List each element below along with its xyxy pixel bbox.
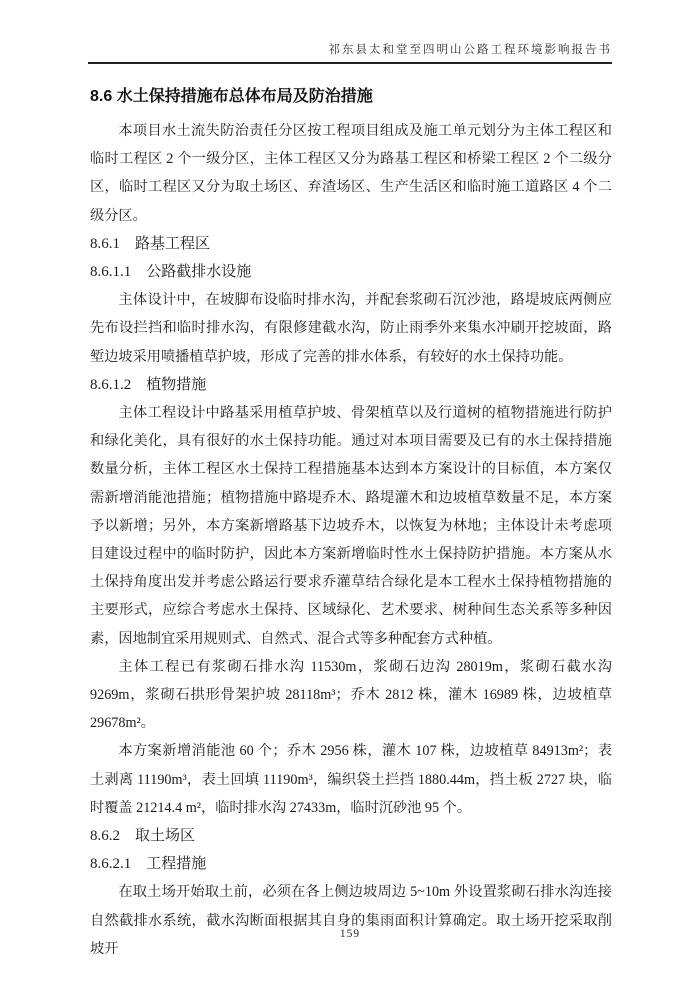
page-number: 159 [339, 928, 361, 940]
paragraph-borrow-area: 在取土场开始取土前，必须在各上侧边坡周边 5~10m 外设置浆砌石排水沟连接自然截排水系统，截水沟断面根据其自身的集雨面积计算确定。取土场开挖采取削坡开 [90, 884, 612, 957]
running-header-title: 祁东县太和堂至四明山公路工程环境影响报告书 [328, 44, 612, 56]
section-heading-8-6: 8.6 水土保持措施布总体布局及防治措施 [90, 88, 373, 105]
paragraph-road-drainage: 主体设计中，在坡脚布设临时排水沟，并配套浆砌石沉沙池，路堤坡底两侧应先布设拦挡和临时排水沟，有限修建截水沟，防止雨季外来集水冲刷开挖坡面，路堑边坡采用喷播植草护坡，形成了完善的排水体系，有较好的水土保持功能。 [90, 292, 612, 365]
header-rule [88, 62, 612, 64]
subsection-heading-8-6-1: 8.6.1 路基工程区 [90, 235, 211, 252]
paragraph-plant-measures: 主体工程设计中路基采用植草护坡、骨架植草以及行道树的植物措施进行防护和绿化美化，具有很好的水土保持功能。通过对本项目需要及已有的水土保持措施数量分析，主体工程区水土保持工程措施基本达到本方案设计的目标值，本方案仅需新增消能池措施；植物措施中路堤乔木、路堤灌木和边坡植草数量不足，本方案予以新增；另外，本方案新增路基下边坡乔木，以恢复为林地；主体设计未考虑项目建设过程中的临时防护，因此本方案新增临时性水土保持防护措施。本方案从水土保持角度出发并考虑公路运行要求乔灌草结合绿化是本工程水土保持植物措施的主要形式，应综合考虑水土保持、区域绿化、艺术要求、树种间生态关系等多种因素，因地制宜采用规则式、自然式、混合式等多种配套方式种植。 [90, 405, 612, 647]
subsection-heading-8-6-2: 8.6.2 取土场区 [90, 828, 196, 845]
page-body [90, 83, 612, 963]
paragraph-new-works: 本方案新增消能池 60 个；乔木 2956 株，灌木 107 株，边坡植草 84913m²；表土剥离 11190m³，表土回填 11190m³，编织袋土拦挡 1880.44m，挡土板 2727 块，临时覆盖 21214.4 m²，临时排水沟 27433m，临时沉砂池 95 个。 [90, 743, 612, 816]
paragraph-division-zones: 本项目水土流失防治责任分区按工程项目组成及施工单元划分为主体工程区和临时工程区 2 个一级分区，主体工程区又分为路基工程区和桥梁工程区 2 个二级分区，临时工程区又分为取土场区、弃渣场区、生产生活区和临时施工道路区 4 个二级分区。 [90, 123, 612, 224]
subsection-heading-8-6-1-2: 8.6.1.2 植物措施 [90, 376, 207, 393]
subsection-heading-8-6-2-1: 8.6.2.1 工程措施 [90, 856, 207, 873]
paragraph-existing-works: 主体工程已有浆砌石排水沟 11530m，浆砌石边沟 28019m，浆砌石截水沟 9269m，浆砌石拱形骨架护坡 28118m³；乔木 2812 株，灌木 16989 株，边坡植草 29678m²。 [90, 658, 612, 732]
subsection-heading-8-6-1-1: 8.6.1.1 公路截排水设施 [90, 264, 252, 281]
